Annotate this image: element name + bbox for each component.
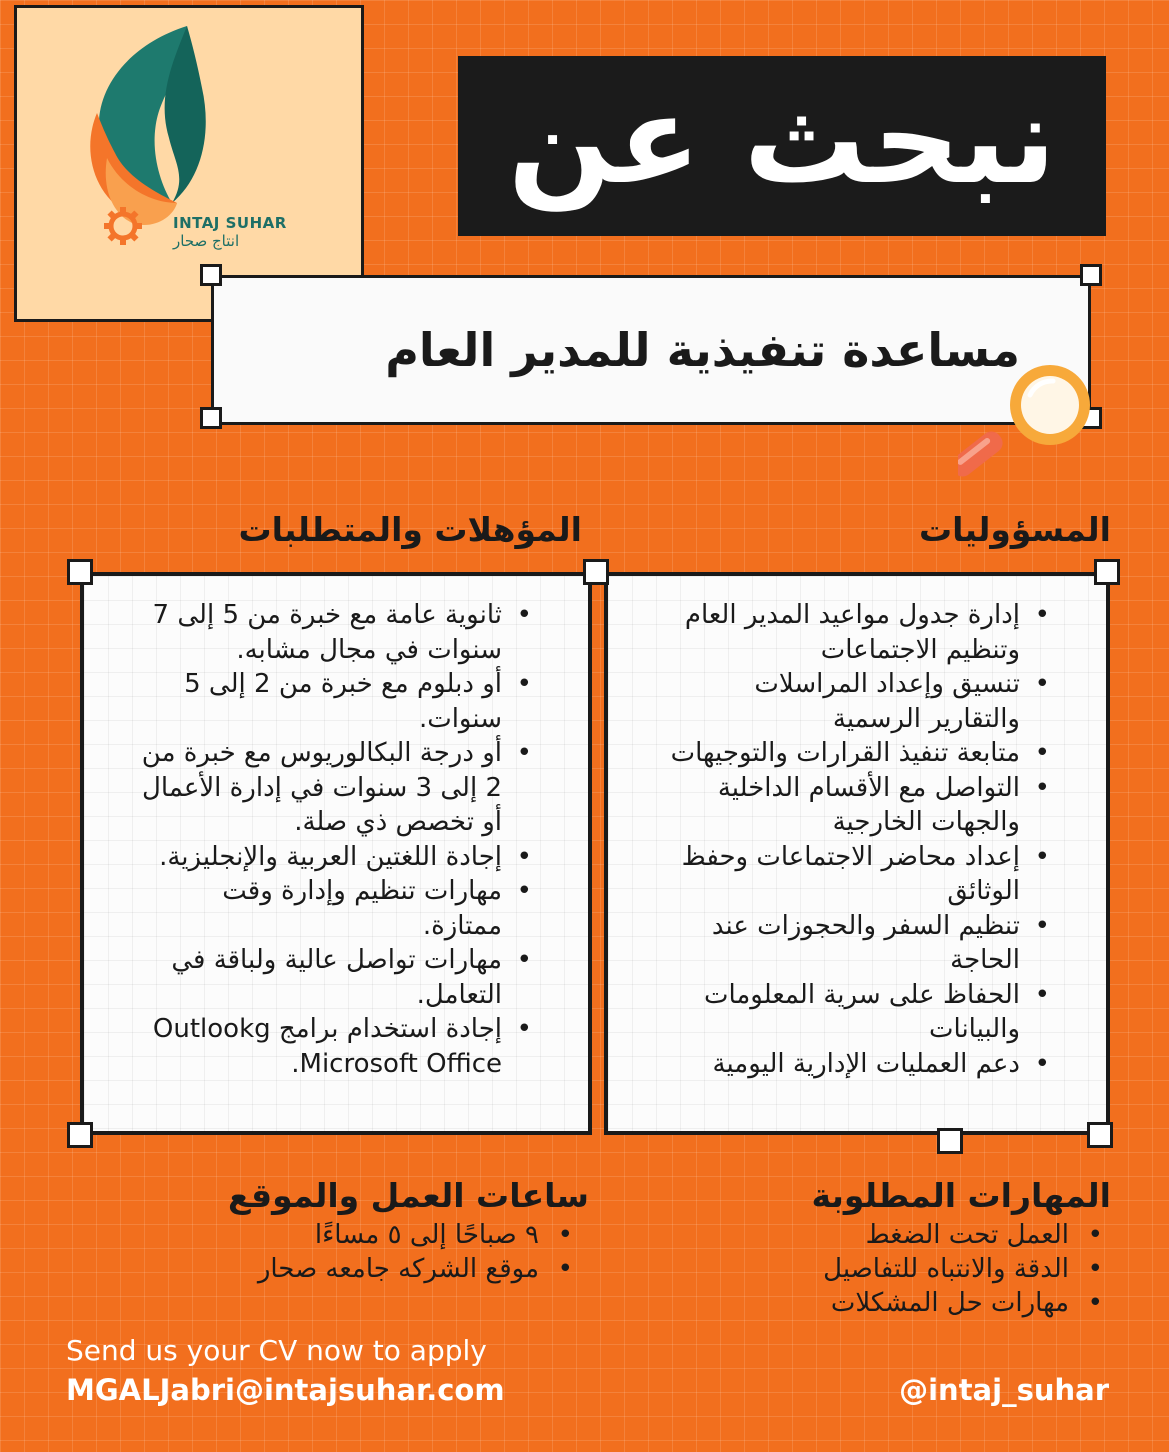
social-handle[interactable]: @intaj_suhar (899, 1373, 1109, 1407)
position-title: مساعدة تنفيذية للمدير العام (385, 323, 1020, 377)
list-item: • موقع الشركه جامعه صحار (258, 1252, 579, 1286)
resize-handle (1094, 559, 1120, 585)
list-item: • إجادة اللغتين العربية والإنجليزية. (136, 840, 536, 875)
list-item: • إجادة استخدام برامج Outlookg Microsoft Office. (136, 1012, 536, 1081)
list-item: • ٩ صباحًا إلى ٥ مساءًا (258, 1218, 579, 1252)
resize-handle (67, 1122, 93, 1148)
qualifications-panel (80, 572, 592, 1135)
resize-handle (1087, 1122, 1113, 1148)
list-item: • التواصل مع الأقسام الداخلية والجهات الخارجية (659, 771, 1054, 840)
headline-banner (458, 56, 1106, 236)
list-item: • أو درجة البكالوريوس مع خبرة من 2 إلى 3 سنوات في إدارة الأعمال أو تخصص ذي صلة. (136, 736, 536, 840)
responsibilities-list (659, 598, 1054, 1081)
resize-handle (583, 559, 609, 585)
list-item: • إدارة جدول مواعيد المدير العام وتنظيم الاجتماعات (659, 598, 1054, 667)
resize-handle (1080, 264, 1102, 286)
list-item: • العمل تحت الضغط (823, 1218, 1109, 1252)
list-item: • أو دبلوم مع خبرة من 2 إلى 5 سنوات. (136, 667, 536, 736)
list-item: • مهارات تنظيم وإدارة وقت ممتازة. (136, 874, 536, 943)
list-item: • تنسيق وإعداد المراسلات والتقارير الرسمية (659, 667, 1054, 736)
skills-list (823, 1218, 1109, 1320)
qualifications-heading: المؤهلات والمتطلبات (238, 510, 582, 549)
magnifier-icon (958, 355, 1118, 495)
list-item: • تنظيم السفر والحجوزات عند الحاجة (659, 909, 1054, 978)
list-item: • مهارات تواصل عالية ولباقة في التعامل. (136, 943, 536, 1012)
logo-name-en: INTAJ SUHAR (173, 214, 287, 232)
list-item: • ثانوية عامة مع خبرة من 5 إلى 7 سنوات في مجال مشابه. (136, 598, 536, 667)
hours-location-list (258, 1218, 579, 1286)
resize-handle (200, 407, 222, 429)
responsibilities-heading: المسؤوليات (918, 510, 1111, 549)
logo-name-ar: انتاج صحار (173, 232, 240, 250)
skills-heading: المهارات المطلوبة (811, 1176, 1111, 1215)
gear-icon (104, 207, 142, 245)
contact-email[interactable]: MGALJabri@intajsuhar.com (66, 1373, 505, 1407)
resize-handle (67, 559, 93, 585)
responsibilities-panel (604, 572, 1110, 1135)
qualifications-list (136, 598, 536, 1081)
headline: نبحث عن (507, 69, 1057, 211)
resize-handle (937, 1128, 963, 1154)
apply-cta: Send us your CV now to apply (66, 1334, 487, 1367)
list-item: • الحفاظ على سرية المعلومات والبيانات (659, 978, 1054, 1047)
list-item: • متابعة تنفيذ القرارات والتوجيهات (659, 736, 1054, 771)
resize-handle (200, 264, 222, 286)
list-item: • إعداد محاضر الاجتماعات وحفظ الوثائق (659, 840, 1054, 909)
list-item: • مهارات حل المشكلات (823, 1286, 1109, 1320)
list-item: • دعم العمليات الإدارية اليومية (659, 1047, 1054, 1082)
hours-location-heading: ساعات العمل والموقع (227, 1176, 589, 1215)
list-item: • الدقة والانتباه للتفاصيل (823, 1252, 1109, 1286)
